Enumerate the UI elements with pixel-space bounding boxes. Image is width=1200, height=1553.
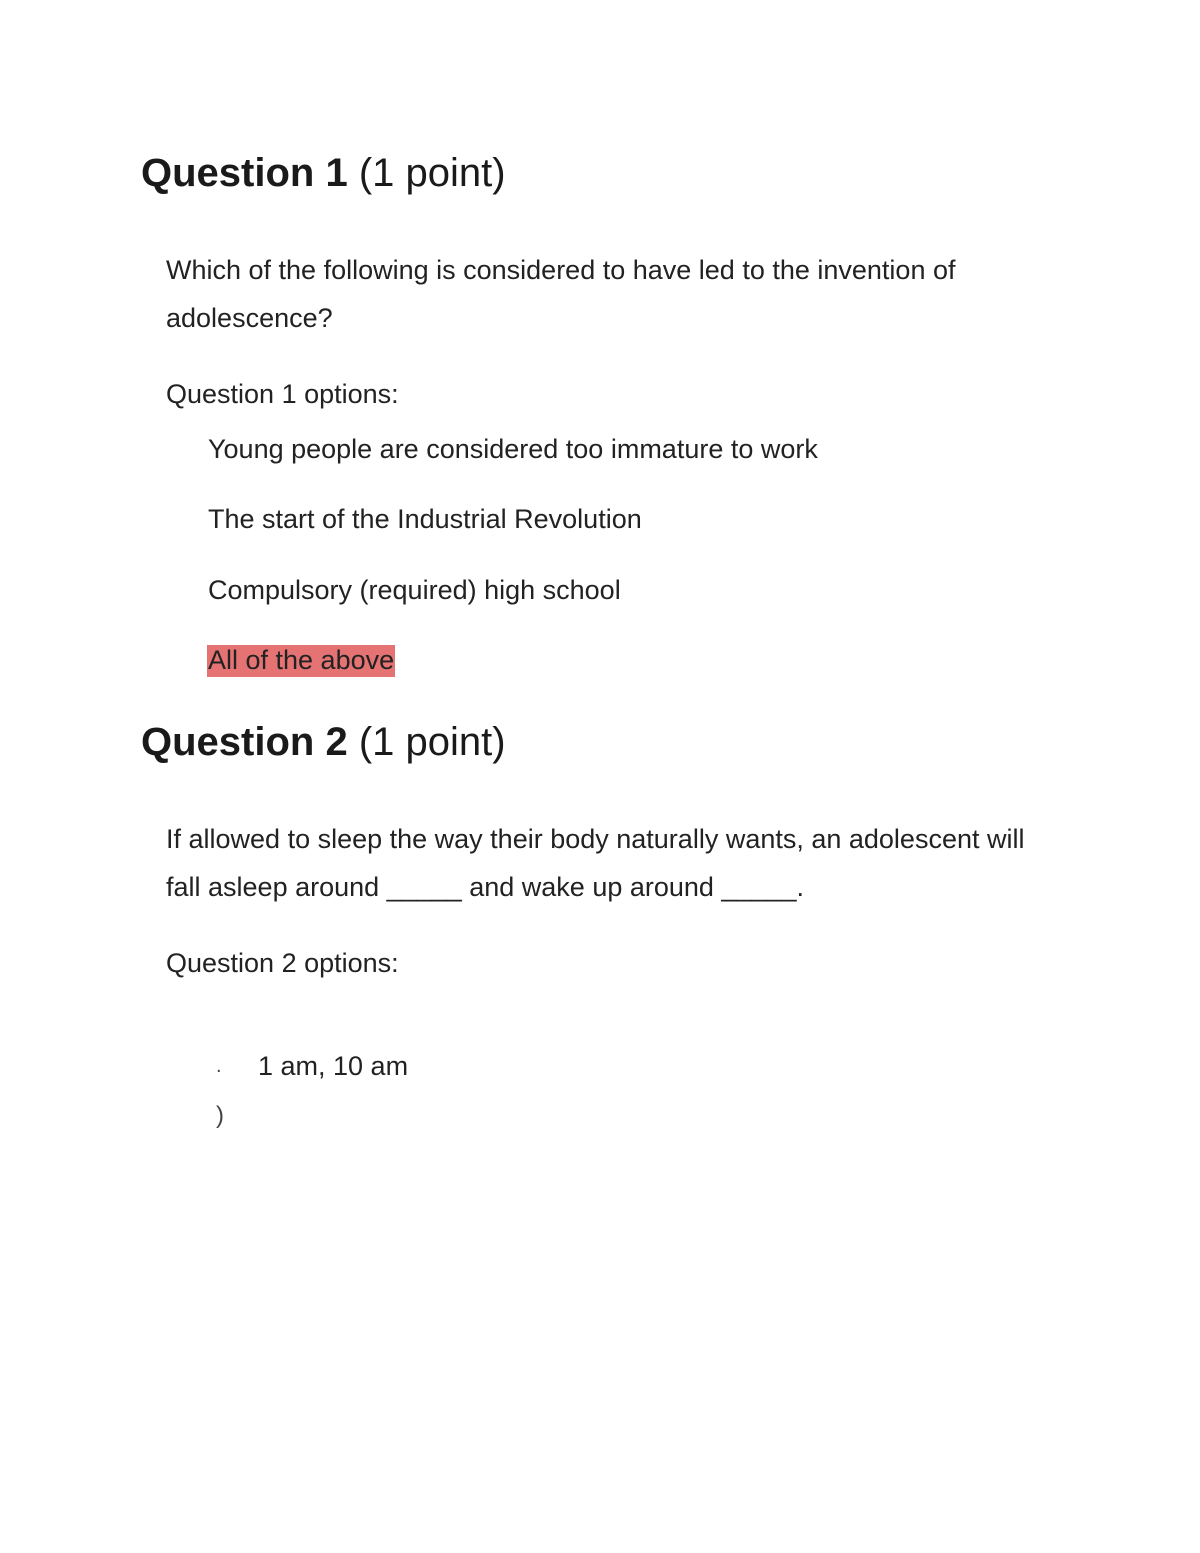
question-1-prompt: Which of the following is considered to have led to the invention of adolescence? bbox=[166, 255, 956, 333]
selected-answer-highlight: All of the above bbox=[208, 645, 395, 675]
question-2-heading bbox=[141, 722, 506, 762]
question-2-prompt: If allowed to sleep the way their body naturally wants, an adolescent will fall asleep around _____ and wake up around _____. bbox=[166, 824, 1025, 902]
question-2-options-label: Question 2 options: bbox=[166, 948, 399, 978]
question-2-label: Question 2 bbox=[141, 720, 348, 764]
question-1-points: (1 point) bbox=[358, 151, 506, 195]
question-1-heading bbox=[141, 153, 506, 193]
option-marker-glyph-partial: ) bbox=[216, 1102, 224, 1129]
question-1-option-3[interactable]: Compulsory (required) high school bbox=[208, 575, 621, 605]
question-2-option-1[interactable]: 1 am, 10 am bbox=[258, 1051, 409, 1081]
question-1-option-2[interactable]: The start of the Industrial Revolution bbox=[208, 504, 642, 534]
question-1-option-4[interactable] bbox=[208, 644, 395, 676]
option-marker-glyph: . bbox=[216, 1055, 222, 1077]
question-2-points: (1 point) bbox=[358, 720, 506, 764]
question-1-options-label: Question 1 options: bbox=[166, 379, 399, 409]
question-1-option-1[interactable]: Young people are considered too immature to work bbox=[208, 434, 818, 464]
question-1-label: Question 1 bbox=[141, 151, 348, 195]
